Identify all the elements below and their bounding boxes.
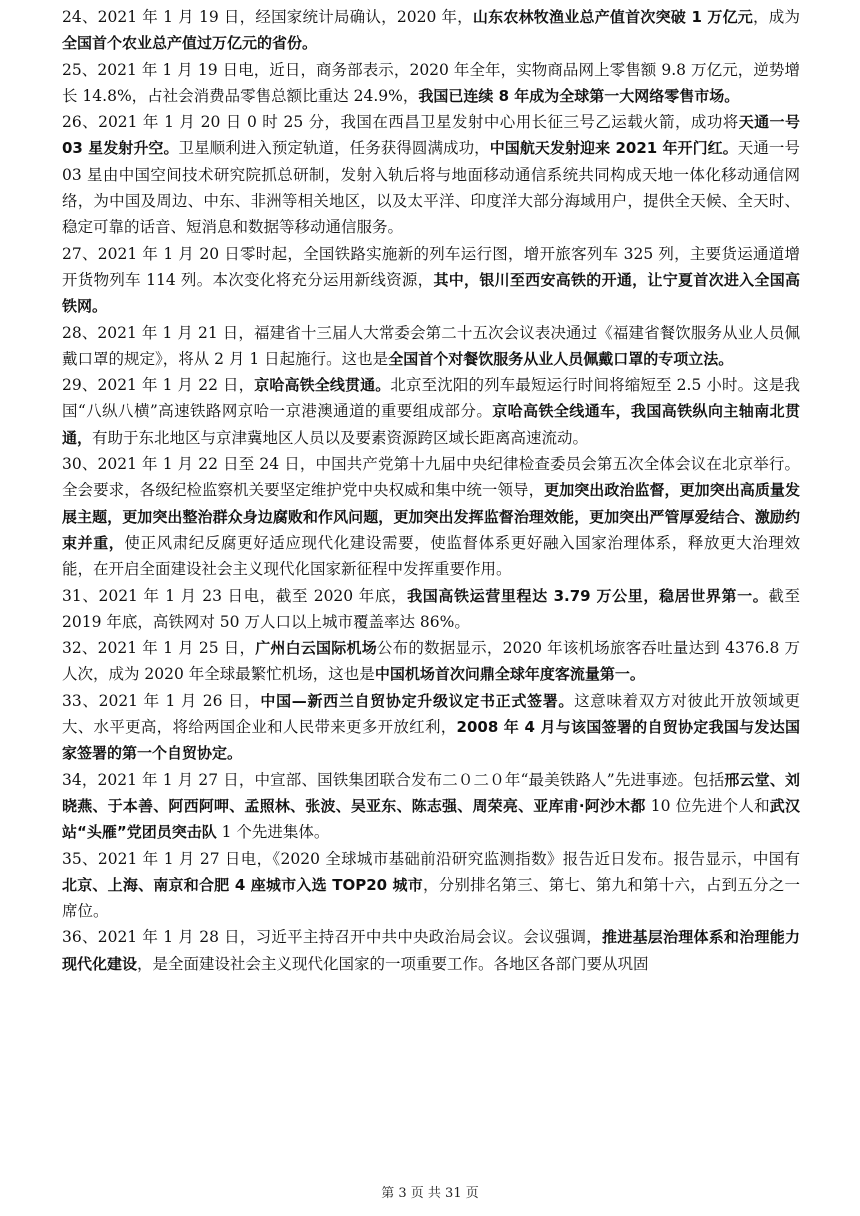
bold-text: 我国高铁运营里程达 3.79 万公里，稳居世界第一。	[407, 586, 769, 605]
body-text: 北京至沈阳的列车最短运行时间将缩短至 2.5 小时。这是我国“八纵八横”高速铁路网京哈一京港澳通道的重要组成部分。	[62, 376, 800, 421]
news-item	[62, 241, 800, 320]
bold-text: 武汉站“头雁”党团员突击队	[62, 796, 800, 842]
bold-text: 2008 年 4 月与该国签署的自贸协定我国与发达国家签署的第一个自贸协定。	[62, 718, 800, 763]
body-text: ，成为	[753, 8, 800, 26]
bold-text: 北京、上海、南京和合肥 4 座城市入选 TOP20 城市	[62, 875, 423, 894]
bold-text: 京哈高铁全线通车，我国高铁纵向主轴南北贯通，	[62, 402, 800, 447]
news-item	[62, 688, 800, 767]
body-text: 截至 2019 年底，高铁网对 50 万人口以上城市覆盖率达 86%。	[62, 586, 800, 631]
bold-text: 全国首个对餐饮服务从业人员佩戴口罩的专项立法。	[388, 349, 734, 368]
bold-text: 推进基层治理体系和治理能力现代化建设	[62, 928, 800, 973]
body-text: 这意味着双方对彼此开放领域更大、水平更高，将给两国企业和人民带来更多开放红利，	[62, 691, 800, 737]
body-text: 28、2021 年 1 月 21 日，福建省十三届人大常委会第二十五次会议表决通过《福建省餐饮服务从业人员佩戴口罩的规定》，将从 2 月 1 日起施行。这也是	[62, 323, 800, 368]
body-text: ，是全面建设社会主义现代化国家的一项重要工作。各地区各部门要从巩固	[137, 954, 649, 973]
news-item	[62, 767, 800, 846]
body-text: 1 个先进集体。	[216, 823, 330, 842]
body-text: 26、2021 年 1 月 20 日 0 时 25 分，我国在西昌卫星发射中心用长征三号乙运载火箭，成功将	[62, 113, 739, 132]
body-text: 24、2021 年 1 月 19 日，经国家统计局确认，2020 年，	[62, 8, 473, 26]
bold-text: 中国—新西兰自贸协定升级议定书正式签署。	[260, 691, 575, 710]
document-body	[62, 4, 800, 977]
news-item	[62, 451, 800, 582]
news-item	[62, 583, 800, 636]
body-text: 29、2021 年 1 月 22 日，	[62, 376, 255, 395]
body-text: 30、2021 年 1 月 22 日至 24 日，中国共产党第十九届中央纪律检查委员会第五次全体会议在北京举行。全会要求，各级纪检监察机关要坚定维护党中央权威和集中统一领导，	[62, 455, 800, 500]
body-text: 34，2021 年 1 月 27 日，中宣部、国铁集团联合发布二０二０年“最美铁路人”先进事迹。包括	[62, 770, 725, 789]
bold-text: 全国首个农业总产值过万亿元的省份。	[62, 34, 318, 53]
body-text: 卫星顺利进入预定轨道，任务获得圆满成功，	[178, 139, 490, 158]
news-item	[62, 4, 800, 57]
news-item	[62, 109, 800, 240]
body-text: 有助于东北地区与京津冀地区人员以及要素资源跨区域长距离高速流动。	[92, 428, 589, 447]
bold-text: 中国机场首次问鼎全球年度客流量第一。	[374, 665, 645, 684]
news-item	[62, 372, 800, 451]
news-item	[62, 635, 800, 688]
bold-text: 京哈高铁全线贯通。	[254, 376, 391, 395]
body-text: 天通一号 03 星由中国空间技术研究院抓总研制，发射入轨后将与地面移动通信系统共同构成天地一体化移动通信网络，为中国及周边、中东、非洲等相关地区，以及太平洋、印度洋大部分海域用户，提供全天候、全天时、稳定可靠的话音、短消息和数据等移动通信服务。	[62, 139, 800, 237]
bold-text: 更加突出政治监督，更加突出高质量发展主题，更加突出整治群众身边腐败和作风问题，更加突出发挥监督治理效能，更加突出严管厚爱结合、激励约束并重，	[62, 481, 800, 552]
body-text: 27、2021 年 1 月 20 日零时起，全国铁路实施新的列车运行图，增开旅客列车 325 列，主要货运通道增开货物列车 114 列。本次变化将充分运用新线资源，	[62, 244, 800, 289]
body-text: 31、2021 年 1 月 23 日电，截至 2020 年底，	[62, 586, 408, 605]
body-text: 32、2021 年 1 月 25 日，	[62, 639, 256, 658]
page-footer: 第 3 页 共 31 页	[381, 1186, 479, 1201]
body-text: 10 位先进个人和	[645, 796, 770, 815]
bold-text: 中国航天发射迎来 2021 年开门红。	[489, 139, 738, 158]
body-text: 33、2021 年 1 月 26 日，	[62, 691, 261, 710]
news-item	[62, 57, 800, 110]
news-item	[62, 320, 800, 373]
body-text: 25、2021 年 1 月 19 日电，近日，商务部表示，2020 年全年，实物商品网上零售额 9.8 万亿元，逆势增长 14.8%，占社会消费品零售总额比重达 24.9%，	[62, 60, 800, 105]
bold-text: 广州白云国际机场	[255, 639, 377, 658]
body-text: 公布的数据显示，2020 年该机场旅客吞吐量达到 4376.8 万人次，成为 2020 年全球最繁忙机场，这也是	[62, 639, 800, 684]
body-text: 使正风肃纪反腐更好适应现代化建设需要，使监督体系更好融入国家治理体系，释放更大治理效能，在开启全面建设社会主义现代化国家新征程中发挥重要作用。	[62, 533, 800, 579]
bold-text: 山东农林牧渔业总产值首次突破 1 万亿元	[472, 8, 754, 26]
body-text: 35、2021 年 1 月 27 日电，《2020 全球城市基础前沿研究监测指数》报告近日发布。报告显示，中国有	[62, 849, 800, 868]
body-text: ，分别排名第三、第七、第九和第十六，占到五分之一席位。	[62, 875, 800, 921]
body-text: 36、2021 年 1 月 28 日，习近平主持召开中共中央政治局会议。会议强调，	[62, 928, 603, 947]
bold-text: 邢云堂、刘晓燕、于本善、阿西阿呷、孟照林、张波、吴亚东、陈志强、周荣亮、亚库甫·阿沙木都	[62, 770, 800, 815]
bold-text: 我国已连续 8 年成为全球第一大网络零售市场。	[418, 86, 740, 105]
news-item	[62, 924, 800, 977]
bold-text: 其中，银川至西安高铁的开通，让宁夏首次进入全国高铁网。	[62, 270, 800, 316]
bold-text: 天通一号 03 星发射升空。	[62, 113, 800, 158]
news-item	[62, 846, 800, 925]
